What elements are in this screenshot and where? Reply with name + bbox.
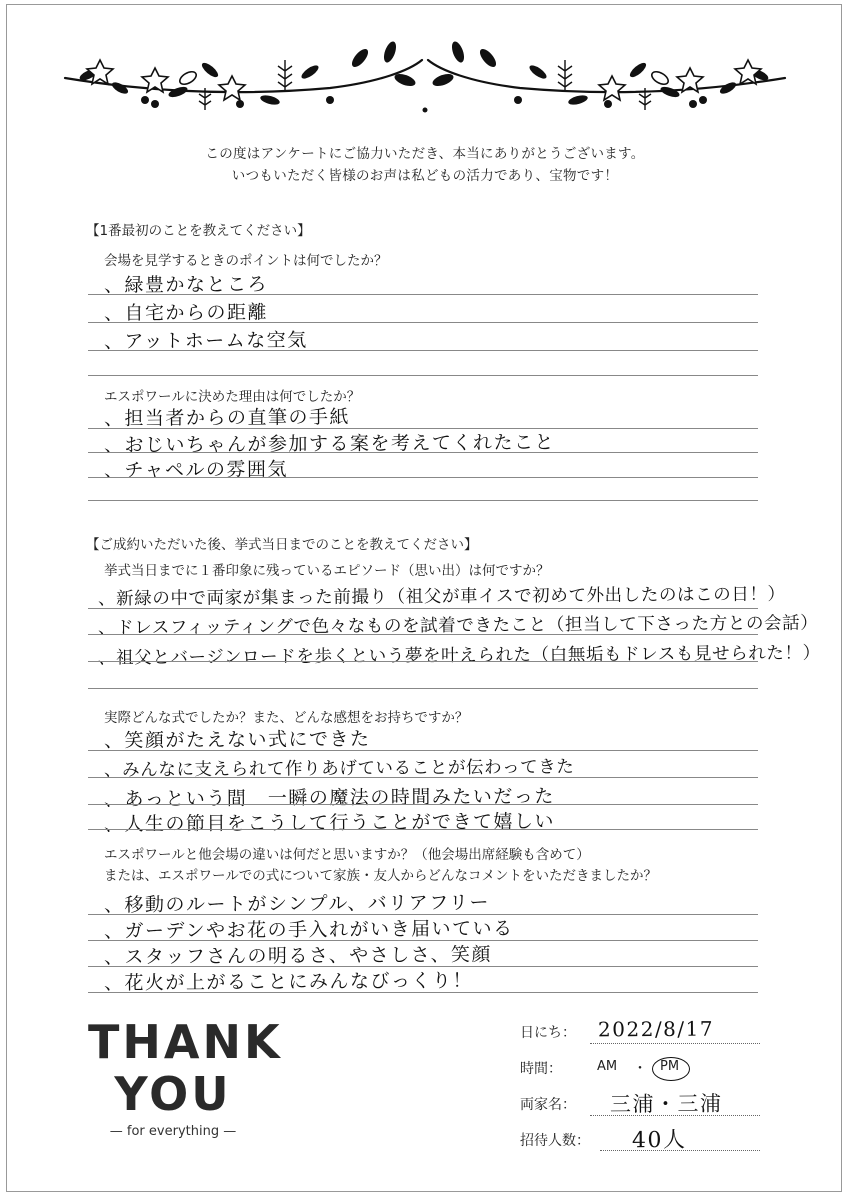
section2-q3-answer-3: 、スタッフさんの明るさ、やさしさ、笑顔 <box>103 943 493 969</box>
botanical-garland-icon <box>60 30 790 120</box>
family-underline <box>590 1115 760 1116</box>
time-am: AM <box>597 1059 618 1074</box>
section2-q2-answer-4: 、人生の節目をこうして行うことができて嬉しい <box>103 810 556 836</box>
section2-heading: 【ご成約いただいた後、挙式当日までのことを教えてください】 <box>86 537 478 553</box>
section2-q3-answer-1: 、移動のルートがシンプル、バリアフリー <box>103 891 491 917</box>
guests-underline <box>600 1150 760 1151</box>
intro-line-2: いつもいただく皆様のお声は私どもの活力であり、宝物です！ <box>231 168 619 184</box>
section2-q1-answer-3: 、祖父とバージンロードを歩くという夢を叶えられた（白無垢もドレスも見せられた！） <box>97 643 821 669</box>
thank-you-logo <box>88 1015 283 1139</box>
section1-q1-question: 会場を見学するときのポイントは何でしたか？ <box>104 253 388 269</box>
answer-line <box>88 992 758 993</box>
time-label: 時間： <box>520 1061 562 1077</box>
answer-line <box>88 294 758 295</box>
section1-q1-answer-2: 、自宅からの距離 <box>103 301 269 325</box>
section2-q3-question-line-2: または、エスポワールでの式について家族・友人からどんなコメントをいただきましたか？ <box>104 868 657 884</box>
for-everything-text: — for everything — <box>109 1124 237 1139</box>
answer-line <box>88 634 758 635</box>
answer-line <box>88 750 758 751</box>
section2-q2-answer-2: 、みんなに支えられて作りあげていることが伝わってきた <box>103 757 575 781</box>
family-value: 三浦・三浦 <box>609 1091 723 1117</box>
thank-text: THANK <box>88 1015 283 1069</box>
section2-q2-answer-1: 、笑顔がたえない式にできた <box>103 728 371 752</box>
answer-line <box>88 500 758 501</box>
answer-line <box>88 777 758 778</box>
section2-q1-answer-2: 、ドレスフィッティングで色々なものを試着できたこと（担当して下さった方との会話） <box>97 613 819 639</box>
guests-label: 招待人数： <box>520 1133 590 1149</box>
answer-line <box>88 322 758 323</box>
answer-line <box>88 829 758 830</box>
time-separator: ・ <box>633 1061 647 1077</box>
guests-value: 40人 <box>631 1127 687 1154</box>
section1-q2-answer-1: 、担当者からの直筆の手紙 <box>103 406 351 430</box>
answer-line <box>88 452 758 453</box>
section1-q1-answer-3: 、アットホームな空気 <box>103 329 308 353</box>
section2-q3-answer-4: 、花火が上がることにみんなびっくり！ <box>103 969 474 995</box>
date-underline <box>590 1043 760 1044</box>
answer-line <box>88 350 758 351</box>
family-label: 両家名： <box>520 1097 576 1113</box>
answer-line <box>88 477 758 478</box>
section2-q2-answer-3: 、あっという間 一瞬の魔法の時間みたいだった <box>103 785 555 811</box>
section2-q1-answer-1: 、新緑の中で両家が集まった前撮り（祖父が車イスで初めて外出したのはこの日！） <box>97 584 786 610</box>
answer-line <box>88 375 758 376</box>
section2-q1-question: 挙式当日までに１番印象に残っているエピソード（思い出）は何ですか？ <box>104 563 550 579</box>
section1-q2-answer-3: 、チャペルの雰囲気 <box>103 458 289 482</box>
section2-q2-question: 実際どんな式でしたか？また、どんな感想をお持ちですか？ <box>104 710 469 726</box>
section2-q3-question-line-1: エスポワールと他会場の違いは何だと思いますか？（他会場出席経験も含めて） <box>104 847 590 863</box>
section2-q3-answer-2: 、ガーデンやお花の手入れがいき届いている <box>103 917 514 943</box>
section1-q2-answer-2: 、おじいちゃんが参加する案を考えてくれたこと <box>103 431 556 457</box>
time-pm: PM <box>660 1059 680 1074</box>
answer-line <box>88 608 758 609</box>
you-text: YOU <box>114 1067 232 1121</box>
date-label: 日にち： <box>520 1025 576 1041</box>
answer-line <box>88 661 758 662</box>
section1-q1-answer-1: 、緑豊かなところ <box>103 273 269 297</box>
answer-line <box>88 804 758 805</box>
answer-line <box>88 688 758 689</box>
date-value: 2022/8/17 <box>597 1016 715 1042</box>
section1-heading: 【1番最初のことを教えてください】 <box>86 223 311 239</box>
intro-line-1: この度はアンケートにご協力いただき、本当にありがとうございます。 <box>205 146 645 162</box>
section1-q2-question: エスポワールに決めた理由は何でしたか？ <box>104 389 361 405</box>
